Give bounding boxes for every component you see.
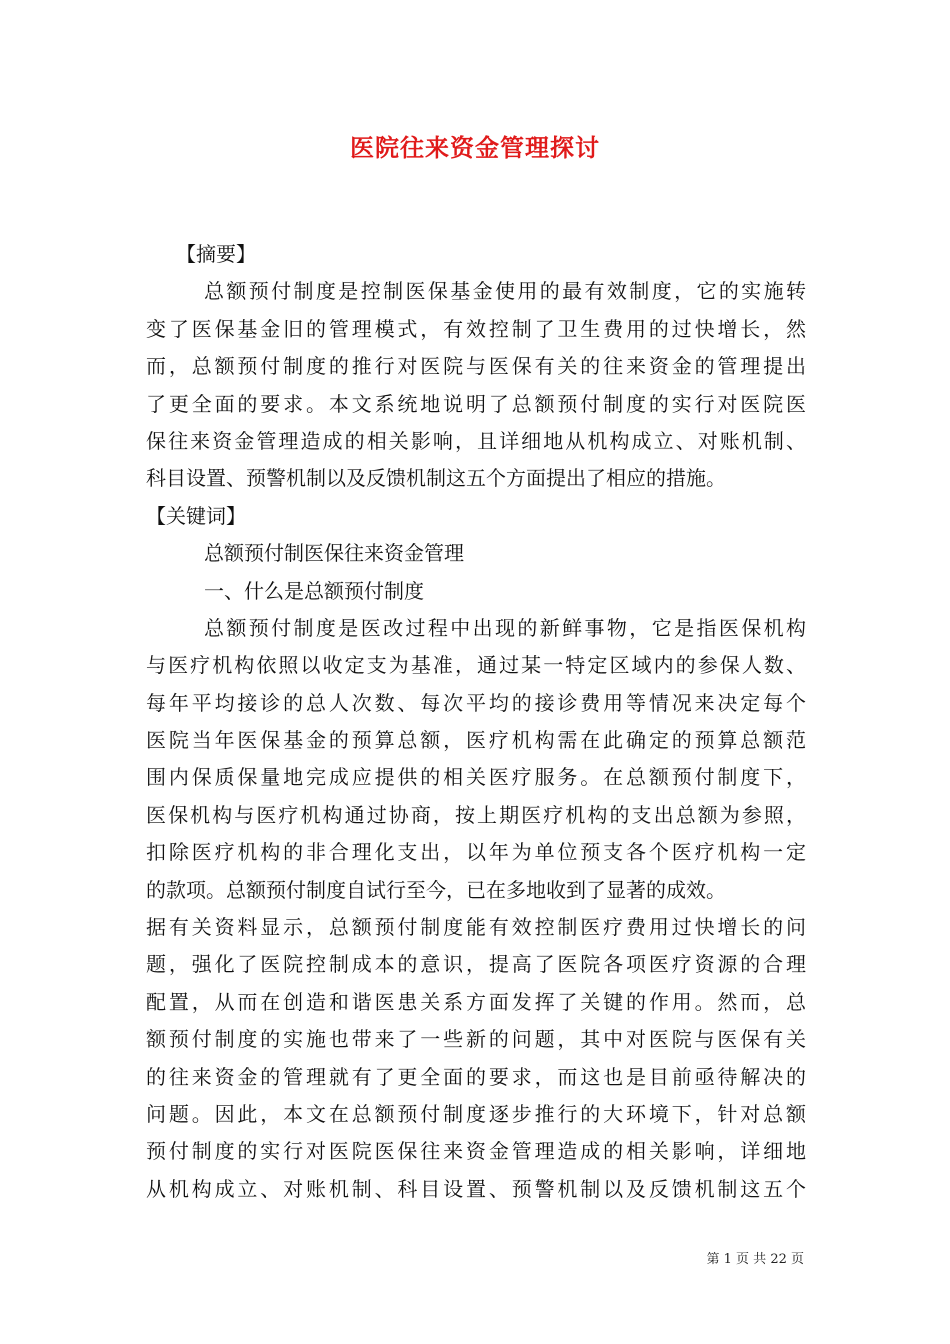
text-line: 额预付制度的实施也带来了一些新的问题，其中对医院与医保有关 [146, 1027, 806, 1052]
text-line: 医院当年医保基金的预算总额，医疗机构需在此确定的预算总额范 [146, 728, 806, 753]
text-line: 题，强化了医院控制成本的意识，提高了医院各项医疗资源的合理 [146, 952, 806, 977]
section-heading-1: 一、什么是总额预付制度 [204, 578, 424, 603]
document-body [146, 236, 806, 1208]
text-line: 总额预付制度是控制医保基金使用的最有效制度，它的实施转 [204, 279, 806, 304]
text-line: 问题。因此，本文在总额预付制度逐步推行的大环境下，针对总额 [146, 1101, 806, 1126]
text-line: 扣除医疗机构的非合理化支出，以年为单位预支各个医疗机构一定 [146, 840, 806, 865]
text-line: 的往来资金的管理就有了更全面的要求，而这也是目前亟待解决的 [146, 1064, 806, 1089]
text-line: 变了医保基金旧的管理模式，有效控制了卫生费用的过快增长，然 [146, 316, 806, 341]
text-line: 预付制度的实行对医院医保往来资金管理造成的相关影响，详细地 [146, 1139, 806, 1164]
document-title: 医院往来资金管理探讨 [350, 133, 600, 162]
section-heading-abstract: 【摘要】 [176, 242, 256, 266]
text-line: 总额预付制度是医改过程中出现的新鲜事物，它是指医保机构 [204, 615, 806, 640]
text-line: 配置，从而在创造和谐医患关系方面发挥了关键的作用。然而，总 [146, 989, 806, 1014]
text-line: 而，总额预付制度的推行对医院与医保有关的往来资金的管理提出 [146, 354, 806, 379]
keywords-text: 总额预付制医保往来资金管理 [204, 541, 464, 566]
page-number: 第 1 页 共 22 页 [706, 1252, 804, 1267]
text-line: 医保机构与医疗机构通过协商，按上期医疗机构的支出总额为参照， [146, 802, 806, 827]
section-heading-keywords: 【关键词】 [146, 503, 246, 528]
text-line: 了更全面的要求。本文系统地说明了总额预付制度的实行对医院医 [146, 391, 806, 416]
text-line: 科目设置、预警机制以及反馈机制这五个方面提出了相应的措施。 [146, 466, 726, 491]
text-line: 保往来资金管理造成的相关影响，且详细地从机构成立、对账机制、 [146, 428, 806, 453]
text-line: 据有关资料显示，总额预付制度能有效控制医疗费用过快增长的问 [146, 915, 806, 940]
text-line: 从机构成立、对账机制、科目设置、预警机制以及反馈机制这五个 [146, 1176, 806, 1201]
text-line: 围内保质保量地完成应提供的相关医疗服务。在总额预付制度下， [146, 765, 806, 790]
text-line: 每年平均接诊的总人次数、每次平均的接诊费用等情况来决定每个 [146, 690, 806, 715]
text-line: 的款项。总额预付制度自试行至今，已在多地收到了显著的成效。 [146, 877, 726, 902]
text-line: 与医疗机构依照以收定支为基准，通过某一特定区域内的参保人数、 [146, 653, 806, 678]
